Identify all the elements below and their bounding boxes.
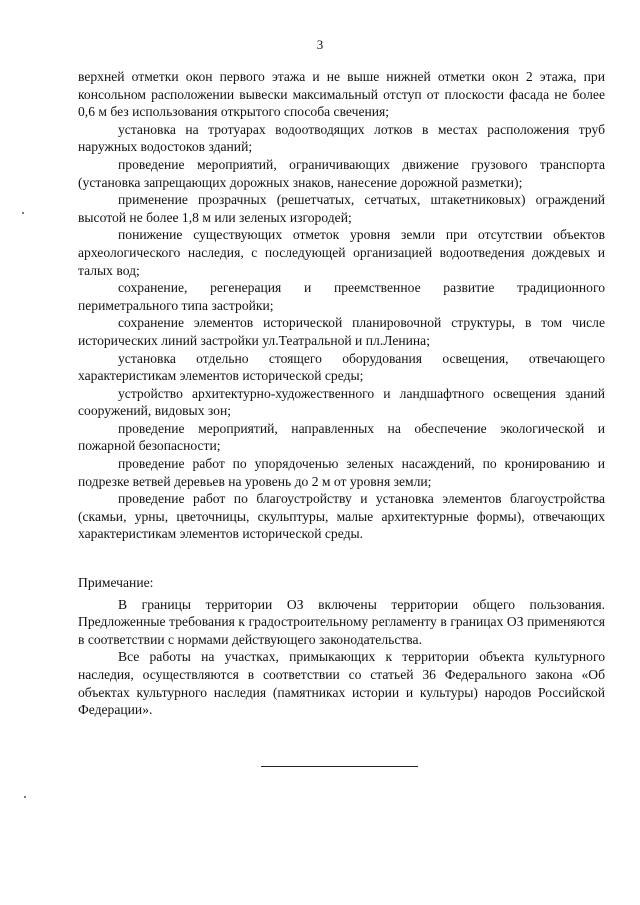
paragraph: сохранение, регенерация и преемственное развитие традиционного периметрального типа застройки; (78, 280, 605, 313)
paragraph-continued: верхней отметки окон первого этажа и не выше нижней отметки окон 2 этажа, при консольном расположении вывески максимальный отступ от плоскости фасада не более 0,6 м без использования открытого способа свечения; (78, 69, 605, 120)
paragraph: понижение существующих отметок уровня земли при отсутствии объектов археологического наследия, с последующей организацией водоотведения дождевых и талых вод; (78, 227, 605, 278)
paragraph: применение прозрачных (решетчатых, сетчатых, штакетниковых) ограждений высотой не более 1,8 м или зеленых изгородей; (78, 192, 605, 225)
requirements-list (78, 68, 605, 543)
note-paragraph: Все работы на участках, примыкающих к территории объекта культурного наследия, осуществляются в соответствии со статьей 36 Федерального закона «Об объектах культурного наследия (памятниках истории и культуры) народов Российской Федерации». (78, 649, 605, 718)
paragraph: установка на тротуарах водоотводящих лотков в местах расположения труб наружных водостоков зданий; (78, 121, 605, 155)
paragraph: проведение мероприятий, ограничивающих движение грузового транспорта (установка запрещающих дорожных знаков, нанесение дорожной разметки); (78, 156, 605, 190)
paragraph: проведение мероприятий, направленных на обеспечение экологической и пожарной безопасности; (78, 420, 605, 454)
note-section (78, 574, 605, 719)
end-of-text-rule (261, 766, 418, 767)
paragraph: проведение работ по благоустройству и установка элементов благоустройства (скамьи, урны, цветочницы, скульптуры, малые архитектурные формы), отвечающих характеристикам элементов исторической среды. (78, 491, 605, 542)
note-heading: Примечание: (78, 575, 154, 590)
note-paragraph: В границы территории ОЗ включены территории общего пользования. Предложенные требования к градостроительному регламенту в границах ОЗ применяются в соответствии с нормами действующего законодательства. (78, 596, 605, 647)
page-number: 3 (316, 37, 324, 52)
paragraph: установка отдельно стоящего оборудования освещения, отвечающего характеристикам элементов исторической среды; (78, 350, 605, 384)
scan-speck (24, 796, 26, 798)
paragraph: сохранение элементов исторической планировочной структуры, в том числе исторических линий застройки ул.Театральной и пл.Ленина; (78, 315, 605, 348)
paragraph: проведение работ по упорядоченью зеленых насаждений, по кронированию и подрезке ветвей деревьев на уровень до 2 м от уровня земли; (78, 456, 605, 489)
scan-speck (22, 212, 24, 214)
paragraph: устройство архитектурно-художественного и ландшафтного освещения зданий сооружений, видовых зон; (78, 385, 605, 419)
